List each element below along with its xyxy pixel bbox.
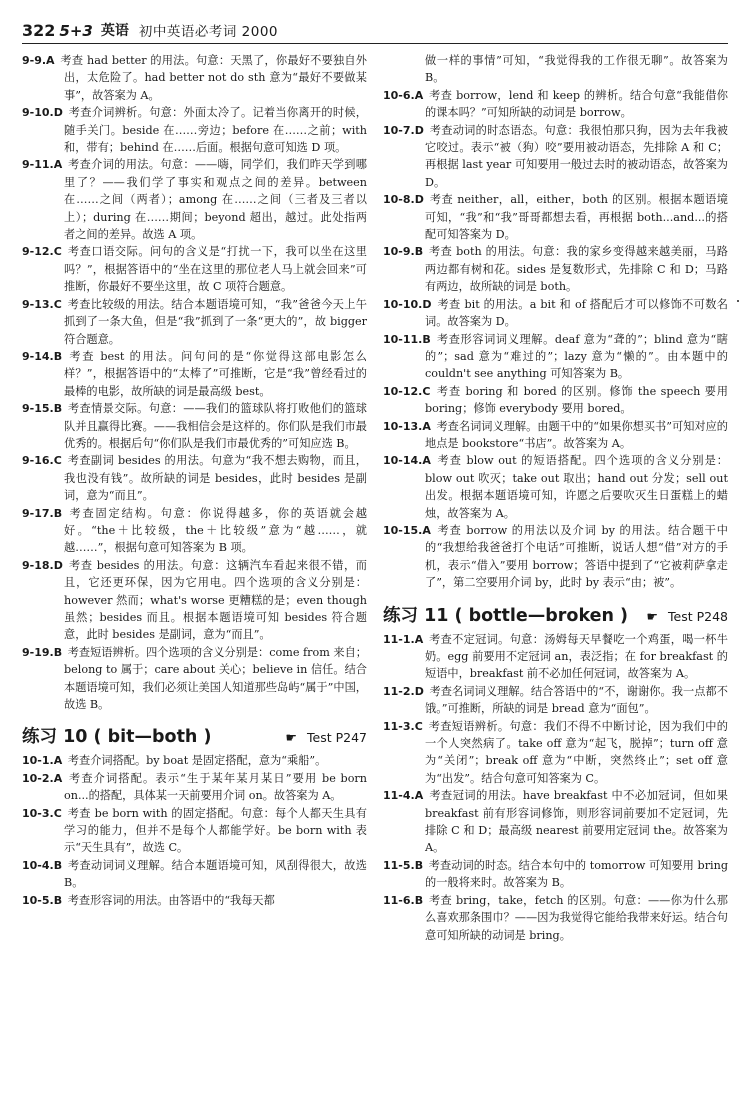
answer-explanation: 考查不定冠词。句意：汤姆每天早餐吃一个鸡蛋，喝一杯牛奶。egg 前要用不定冠词 an，表泛指；在 for breakfast 的短语中，breakfast 前不必加任何冠词，故答案为 A。	[425, 632, 728, 681]
answer-explanation: 考查冠词的用法。have breakfast 中不必加冠词，但如果 breakfast 前有形容词修饰，则形容词前要加不定冠词，先排除 C 和 D；最高级 nearest 前要用定冠词 the。故答案为 A。	[425, 789, 728, 855]
answer-explanation: 考查 neither，all，either，both 的区别。根据本题语境可知，“我”和“我”哥哥都想去看，再根据 both...and...的搭配可知答案为 D。	[425, 193, 728, 242]
answer-id: 9-16.C	[22, 454, 62, 468]
answer-item	[383, 522, 728, 592]
right-column	[383, 52, 728, 1092]
answer-explanation: 考查 blow out 的短语搭配。四个选项的含义分别是：blow out 吹灭；take out 取出；hand out 分发；sell out 出发。根据本题语境可知，许愿之后要吹灭生日蛋糕上的蜡烛，故答案为 A。	[425, 454, 728, 520]
answer-explanation: 考查短语辨析。四个选项的含义分别是：come from 来自；belong to 属于；care about 关心；believe in 信任。结合本题语境可知，我们必须让美国人知道那些岛屿“属于”中国，故选 B。	[64, 645, 367, 712]
answer-id: 10-4.B	[22, 858, 63, 872]
answer-item	[22, 505, 367, 557]
answer-id: 10-13.A	[383, 419, 431, 433]
answer-explanation: 考查口语交际。问句的含义是“打扰一下，我可以坐在这里吗？”，根据答语中的“坐在这里的那位老人马上就会回来”可推断，你最好不要坐这里，故 C 项符合题意。	[64, 245, 367, 294]
answer-item	[383, 857, 728, 892]
brand-logo: 5+3	[59, 22, 93, 40]
page-header	[22, 10, 728, 44]
answer-id: 10-15.A	[383, 523, 431, 537]
answer-id: 9-9.A	[22, 54, 55, 67]
answer-explanation: 考查固定结构。句意：你说得越多，你的英语就会越好。“the＋比较级，the＋比较级”意为“越……，就越……”，根据句意可知答案为 B 项。	[64, 506, 367, 555]
answer-explanation: 考查副词 besides 的用法。句意为“我不想去购物，而且，我也没有钱”。故所缺的词是 besides，此时 besides 是副词，意为“而且”。	[64, 454, 367, 503]
answer-id: 10-12.C	[383, 384, 431, 398]
answer-item	[22, 557, 367, 644]
answer-id: 10-11.B	[383, 332, 431, 346]
answer-id: 9-14.B	[22, 349, 63, 363]
answer-id: 9-12.C	[22, 245, 62, 259]
answer-explanation: 考查动词词义理解。结合本题语境可知，风刮得很大，故选 B。	[64, 858, 367, 890]
answer-explanation: 考查名词词义理解。结合答语中的“不，谢谢你。我一点都不饿。”可推断，所缺的词是 bread 意为“面包”。	[425, 684, 728, 716]
answer-item	[383, 718, 728, 788]
answer-item	[383, 296, 728, 331]
answer-id: 11-4.A	[383, 789, 424, 803]
answer-item	[22, 243, 367, 295]
answer-item	[383, 191, 728, 243]
answer-id: 9-15.B	[22, 402, 63, 416]
answer-id: 9-11.A	[22, 158, 63, 172]
answer-id: 11-5.B	[383, 858, 424, 872]
answer-id: 9-13.C	[22, 297, 62, 311]
page-content	[22, 52, 728, 1092]
answer-explanation: 考查名词词义理解。由题干中的“如果你想买书”可知对应的地点是 bookstore“书店”。故答案为 A。	[425, 419, 728, 450]
pointing-hand-icon: ☛	[646, 609, 658, 625]
answer-id: 9-19.B	[22, 645, 63, 659]
answer-explanation: 考查 borrow，lend 和 keep 的辨析。结合句意“我能借你的课本吗？”可知所缺的动词是 borrow。	[425, 88, 728, 120]
answer-item	[383, 383, 728, 418]
answer-item	[383, 331, 728, 383]
answer-item	[22, 770, 367, 805]
answer-explanation: 考查 had better 的用法。句意：天黑了，你最好不要独自外出，太危险了。had better not do sth 意为“最好不要做某事”，故答案为 A。	[60, 54, 367, 102]
answer-item	[22, 752, 367, 769]
answer-item	[22, 644, 367, 714]
test-page-ref: Test P248	[668, 608, 728, 624]
answer-explanation: 考查形容词词义理解。deaf 意为“聋的”；blind 意为“瞎的”；sad 意为“难过的”；lazy 意为“懒的”。由本题中的 couldn't see anything 可知答案为 B。	[425, 332, 728, 381]
answer-item	[22, 400, 367, 452]
answer-item	[383, 418, 728, 453]
answer-item	[383, 243, 728, 295]
answer-item	[383, 892, 728, 944]
answer-id: 10-8.D	[383, 193, 424, 207]
answer-explanation: 考查介词的用法。句意：——嗨，同学们，我们昨天学到哪里了？——我们学了事实和观点之间的差异。between 在……之间（两者）；among 在……之间（三者及三者以上）；during 在……期间；beyond 超出，越过。此处指两者之间的差异。故选 A 项。	[64, 158, 367, 242]
answer-item	[383, 787, 728, 857]
answer-explanation: 考查 bit 的用法。a bit 和 of 搭配后才可以修饰不可数名词。故答案为 D。	[425, 297, 728, 329]
answer-id: 10-3.C	[22, 806, 62, 820]
answer-id: 10-10.D	[383, 297, 432, 311]
left-column	[22, 52, 367, 1092]
answer-explanation: 考查 best 的用法。问句问的是“你觉得这部电影怎么样？”，根据答语中的“太棒了”可推断，它是“我”曾经看过的最棒的电影，故所缺的词是最高级 best。	[64, 349, 367, 398]
answer-explanation: 考查 besides 的用法。句意：这辆汽车看起来很不错，而且，它还更环保，因为它用电。四个选项的含义分别是：however 然而；what's worse 更糟糕的是；even though 虽然；besides 而且。根据本题语境可知 besides 符合题意，此时 besides 是副词，意为“而且”。	[64, 558, 367, 642]
answer-item	[22, 156, 367, 243]
answer-item	[383, 631, 728, 683]
answer-explanation: 考查动词的时态。结合本句中的 tomorrow 可知要用 bring 的一般将来时。故答案为 B。	[425, 858, 728, 890]
answer-explanation: 考查比较级的用法。结合本题语境可知，“我”爸爸今天上午抓到了一条大鱼，但是“我”抓到了一条“更大的”，故 bigger 符合题意。	[64, 297, 367, 346]
section-title: 练习 11 ( bottle—broken )	[383, 605, 629, 626]
answer-id: 11-6.B	[383, 893, 424, 907]
answer-explanation: 考查 boring 和 bored 的区别。修饰 the speech 要用 boring；修饰 everybody 要用 bored。	[425, 384, 728, 416]
answer-id: 9-18.D	[22, 558, 63, 572]
answer-item	[22, 892, 367, 909]
answer-explanation: 考查情景交际。句意：——我们的篮球队将打败他们的篮球队并且赢得比赛。——我相信会是这样的。你们队是我们市最优秀的。根据后句“你们队是我们市最优秀的”可知应选 B。	[64, 402, 367, 450]
answer-id: 10-1.A	[22, 754, 63, 768]
answer-id: 10-5.B	[22, 893, 63, 907]
answer-item	[22, 857, 367, 892]
answer-item	[383, 452, 728, 522]
answer-item	[22, 348, 367, 400]
section-header-10	[22, 723, 367, 748]
answer-id: 11-1.A	[383, 632, 424, 646]
answer-item	[383, 122, 728, 192]
book-title: 初中英语必考词 2000	[138, 24, 279, 40]
answer-explanation: 考查形容词的用法。由答语中的“我每天都	[67, 893, 275, 907]
answer-id: 11-3.C	[383, 719, 423, 733]
margin-mark	[737, 300, 739, 302]
brand-subject: 英语	[100, 23, 129, 39]
answer-item	[22, 452, 367, 504]
answer-id: 11-2.D	[383, 684, 424, 698]
answer-explanation: 考查 bring，take，fetch 的区别。句意：——你为什么那么喜欢那条围巾？——因为我觉得它能给我带来好运。结合句意可知所缺的动词是 bring。	[425, 893, 728, 942]
answer-item	[22, 52, 367, 104]
answer-id: 10-2.A	[22, 771, 63, 785]
test-page-ref: Test P247	[307, 730, 367, 746]
answer-id: 9-10.D	[22, 106, 63, 120]
answer-explanation: 考查 both 的用法。句意：我的家乡变得越来越美丽，马路两边都有树和花。sides 是复数形式，先排除 C 和 D；马路有两边，故所缺的词是 both。	[425, 245, 728, 294]
answer-id: 9-17.B	[22, 506, 63, 520]
answer-id: 10-7.D	[383, 123, 424, 137]
section-header-11	[383, 602, 728, 627]
answer-explanation: 考查 borrow 的用法以及介词 by 的用法。结合题干中的“我想给我爸爸打个电话”可推断，说话人想“借”对方的手机，表示“借入”要用 borrow；答语中提到了“它被莉萨拿走了”，第二空要用介词 by，此时 by 表示“由；被”。	[425, 523, 728, 590]
pointing-hand-icon: ☛	[285, 731, 297, 747]
answer-explanation: 考查 be born with 的固定搭配。句意：每个人都天生具有学习的能力，但并不是每个人都能学好。be born with 表示“天生具有”，故选 C。	[64, 806, 367, 855]
answer-explanation: 考查短语辨析。句意：我们不得不中断讨论，因为我们中的一个人突然病了。take off 意为“起飞，脱掉”；turn off 意为“关闭”；break off 意为“中断，突然终止”；set off 意为“出发”。结合句意可知答案为 C。	[425, 719, 728, 785]
answer-item	[22, 805, 367, 857]
answer-explanation: 考查动词的时态语态。句意：我很怕那只狗，因为去年我被它咬过。表示“被（狗）咬”要用被动语态，先排除 A 和 C；再根据 last year 可知要用一般过去时的被动语态，故答案为 D。	[425, 123, 728, 189]
continued-text: 做一样的事情”可知，“我觉得我的工作很无聊”。故答案为 B。	[425, 54, 728, 85]
answer-item	[383, 87, 728, 122]
answer-id: 10-14.A	[383, 454, 431, 468]
answer-id: 10-6.A	[383, 88, 424, 102]
page-number: 322	[22, 21, 56, 40]
answer-id: 10-9.B	[383, 245, 424, 259]
section-title: 练习 10 ( bit—both )	[22, 727, 212, 748]
answer-explanation: 考查介词搭配。by boat 是固定搭配，意为“乘船”。	[67, 754, 327, 768]
answer-item	[383, 683, 728, 718]
answer-explanation: 考查介词辨析。句意：外面太冷了。记着当你离开的时候，随手关门。beside 在……旁边；before 在……之前；with 和，带有；behind 在……后面。根据句意可知选 D 项。	[64, 106, 367, 155]
answer-item	[22, 104, 367, 156]
answer-explanation: 考查介词搭配。表示“生于某年某月某日”要用 be born on...的搭配，具体某一天前要用介词 on。故答案为 A。	[64, 771, 367, 803]
answer-item	[22, 296, 367, 348]
